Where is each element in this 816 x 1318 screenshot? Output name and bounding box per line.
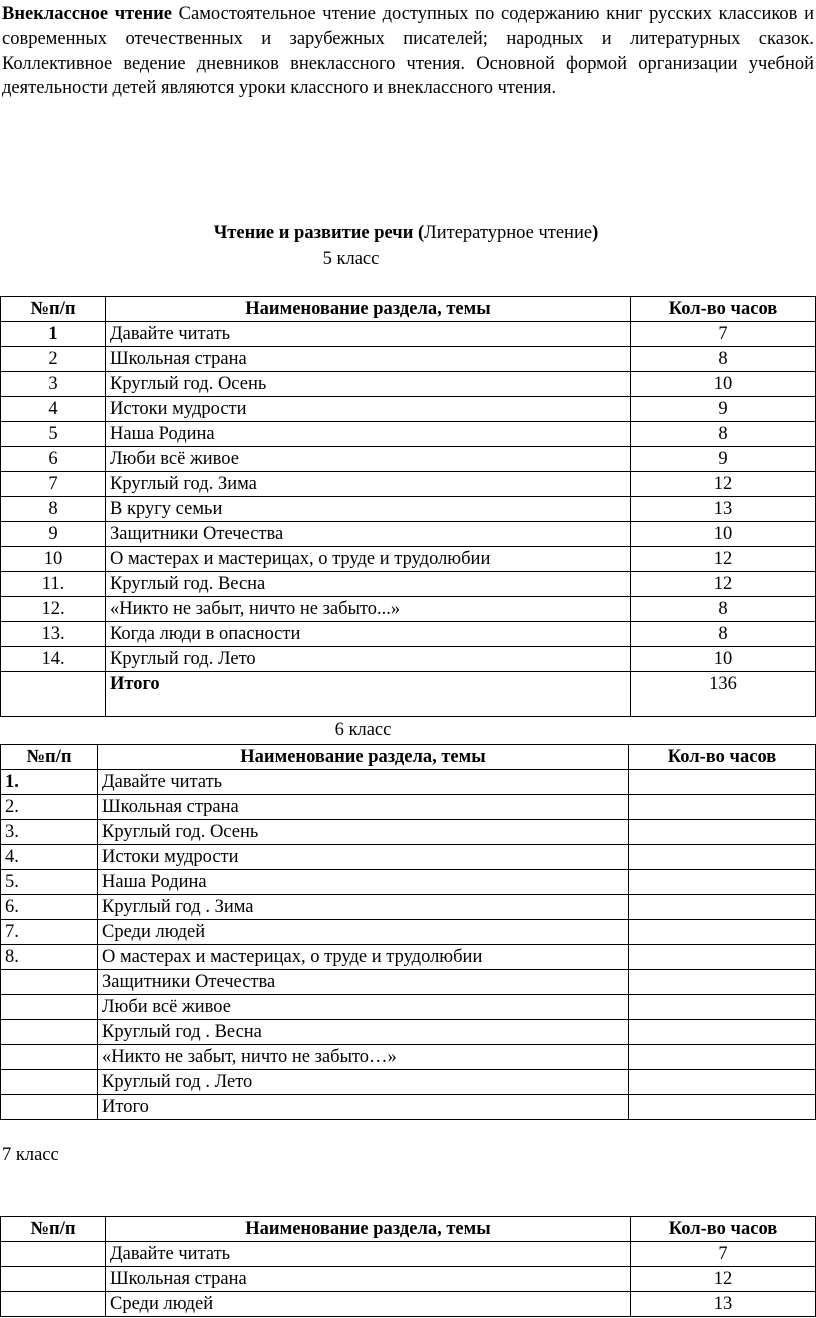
grade6-label: 6 класс (334, 720, 392, 740)
table-row (1, 497, 816, 522)
intro-bold-lead: Внеклассное чтение (2, 4, 172, 24)
row-topic: Давайте читать (106, 1242, 631, 1267)
table-header-row (1, 1217, 816, 1242)
row-num: 5 (1, 422, 106, 447)
row-hours: 12 (631, 572, 816, 597)
row-topic: Круглый год. Осень (106, 372, 631, 397)
row-topic: О мастерах и мастерицах, о труде и трудолюбии (106, 547, 631, 572)
row-topic: Люби всё живое (106, 447, 631, 472)
row-hours: 8 (631, 422, 816, 447)
row-num: 6 (1, 447, 106, 472)
row-num: 3. (1, 820, 98, 845)
row-hours: 12 (631, 1267, 816, 1292)
row-hours: 10 (631, 522, 816, 547)
table-row (1, 995, 816, 1020)
row-num (1, 1045, 98, 1070)
row-hours (629, 770, 816, 795)
row-hours (629, 845, 816, 870)
header-topic: Наименование раздела, темы (106, 1217, 631, 1242)
row-num: 12. (1, 597, 106, 622)
row-num (1, 970, 98, 995)
row-topic: Среди людей (106, 1292, 631, 1317)
heading-bold: Чтение и развитие речи ( (213, 223, 425, 243)
table-row (1, 870, 816, 895)
row-num (1, 1242, 106, 1267)
header-hours: Кол-во часов (631, 297, 816, 322)
table-row (1, 1020, 816, 1045)
header-hours: Кол-во часов (629, 745, 816, 770)
grade6-table (0, 744, 816, 1120)
row-num: 11. (1, 572, 106, 597)
total-hours: 136 (631, 672, 816, 717)
row-num: 6. (1, 895, 98, 920)
table-row (1, 770, 816, 795)
table-row (1, 970, 816, 995)
row-hours (629, 1020, 816, 1045)
grade7-label: 7 класс (2, 1145, 59, 1165)
row-hours: 8 (631, 597, 816, 622)
row-topic: Среди людей (98, 920, 629, 945)
row-num: 2 (1, 347, 106, 372)
heading-normal: Литературное чтение (424, 223, 593, 243)
header-topic: Наименование раздела, темы (98, 745, 629, 770)
header-topic: Наименование раздела, темы (106, 297, 631, 322)
row-topic: В кругу семьи (106, 497, 631, 522)
row-num: 3 (1, 372, 106, 397)
table-row (1, 895, 816, 920)
row-hours: 7 (631, 322, 816, 347)
row-num: 1. (1, 770, 98, 795)
row-topic: Школьная страна (98, 795, 629, 820)
row-hours: 8 (631, 622, 816, 647)
row-num: 8. (1, 945, 98, 970)
row-hours (629, 1095, 816, 1120)
row-hours: 10 (631, 372, 816, 397)
row-topic: «Никто не забыт, ничто не забыто...» (106, 597, 631, 622)
table-row (1, 547, 816, 572)
row-topic: Круглый год. Весна (106, 572, 631, 597)
row-num: 4. (1, 845, 98, 870)
table-row (1, 597, 816, 622)
header-num: №п/п (1, 745, 98, 770)
row-topic: Защитники Отечества (106, 522, 631, 547)
table-row (1, 1095, 816, 1120)
row-topic: Итого (98, 1095, 629, 1120)
row-num: 5. (1, 870, 98, 895)
row-hours (629, 820, 816, 845)
table-row (1, 447, 816, 472)
grade5-table (0, 296, 816, 717)
table-row (1, 372, 816, 397)
table-row (1, 920, 816, 945)
table-row (1, 1070, 816, 1095)
table-row (1, 1292, 816, 1317)
row-num: 1 (1, 322, 106, 347)
row-topic: Истоки мудрости (98, 845, 629, 870)
table-row (1, 347, 816, 372)
table-row (1, 945, 816, 970)
table-row (1, 1045, 816, 1070)
row-num: 4 (1, 397, 106, 422)
row-num (1, 1020, 98, 1045)
table-row (1, 397, 816, 422)
row-topic: Круглый год. Лето (106, 647, 631, 672)
row-topic: Школьная страна (106, 1267, 631, 1292)
total-label: Итого (106, 672, 631, 717)
row-num: 7 (1, 472, 106, 497)
row-num: 10 (1, 547, 106, 572)
row-topic: Наша Родина (98, 870, 629, 895)
row-hours: 12 (631, 472, 816, 497)
row-hours: 7 (631, 1242, 816, 1267)
row-num (1, 995, 98, 1020)
table-header-row (1, 297, 816, 322)
row-hours (629, 795, 816, 820)
grade7-table (0, 1216, 816, 1317)
row-hours: 9 (631, 447, 816, 472)
row-hours (629, 970, 816, 995)
row-hours (629, 995, 816, 1020)
table-row (1, 1267, 816, 1292)
row-hours: 13 (631, 497, 816, 522)
row-topic: Круглый год . Весна (98, 1020, 629, 1045)
grade5-label: 5 класс (322, 249, 380, 269)
table-row (1, 622, 816, 647)
row-hours: 10 (631, 647, 816, 672)
table-header-row (1, 745, 816, 770)
row-num: 8 (1, 497, 106, 522)
row-num (1, 672, 106, 717)
table-row (1, 572, 816, 597)
row-topic: О мастерах и мастерицах, о труде и трудолюбии (98, 945, 629, 970)
row-hours: 8 (631, 347, 816, 372)
row-num (1, 1070, 98, 1095)
row-num: 2. (1, 795, 98, 820)
row-topic: Круглый год. Зима (106, 472, 631, 497)
row-topic: Защитники Отечества (98, 970, 629, 995)
table-row (1, 647, 816, 672)
row-hours (629, 1045, 816, 1070)
row-topic: Давайте читать (106, 322, 631, 347)
header-num: №п/п (1, 1217, 106, 1242)
table-row (1, 1242, 816, 1267)
row-topic: Круглый год. Осень (98, 820, 629, 845)
row-hours (629, 920, 816, 945)
row-topic: Круглый год . Зима (98, 895, 629, 920)
row-hours: 12 (631, 547, 816, 572)
header-num: №п/п (1, 297, 106, 322)
row-num: 14. (1, 647, 106, 672)
row-num (1, 1267, 106, 1292)
table-row (1, 820, 816, 845)
row-topic: Истоки мудрости (106, 397, 631, 422)
row-topic: Когда люди в опасности (106, 622, 631, 647)
row-topic: Круглый год . Лето (98, 1070, 629, 1095)
row-hours (629, 870, 816, 895)
row-hours: 9 (631, 397, 816, 422)
table-row (1, 845, 816, 870)
row-topic: Давайте читать (98, 770, 629, 795)
table-row (1, 795, 816, 820)
table-row (1, 322, 816, 347)
row-topic: Наша Родина (106, 422, 631, 447)
row-hours (629, 895, 816, 920)
total-row (1, 672, 816, 717)
intro-text: Самостоятельное чтение доступных по содержанию книг русских классиков и современных отечественных и зарубежных писателей; народных и литературных сказок. Коллективное ведение дневников внеклассного чтения. Основной формой организации учебной деятельности детей являются уроки классного и внеклассного чтения. (2, 4, 814, 99)
header-hours: Кол-во часов (631, 1217, 816, 1242)
intro-paragraph (2, 2, 814, 101)
row-topic: «Никто не забыт, ничто не забыто…» (98, 1045, 629, 1070)
row-num: 9 (1, 522, 106, 547)
row-hours (629, 1070, 816, 1095)
section-heading (0, 223, 814, 244)
row-num: 7. (1, 920, 98, 945)
table-row (1, 472, 816, 497)
row-hours (629, 945, 816, 970)
row-num: 13. (1, 622, 106, 647)
heading-bold-close: ) (592, 223, 599, 243)
row-num (1, 1292, 106, 1317)
row-topic: Школьная страна (106, 347, 631, 372)
row-topic: Люби всё живое (98, 995, 629, 1020)
row-num (1, 1095, 98, 1120)
row-hours: 13 (631, 1292, 816, 1317)
table-row (1, 522, 816, 547)
table-row (1, 422, 816, 447)
